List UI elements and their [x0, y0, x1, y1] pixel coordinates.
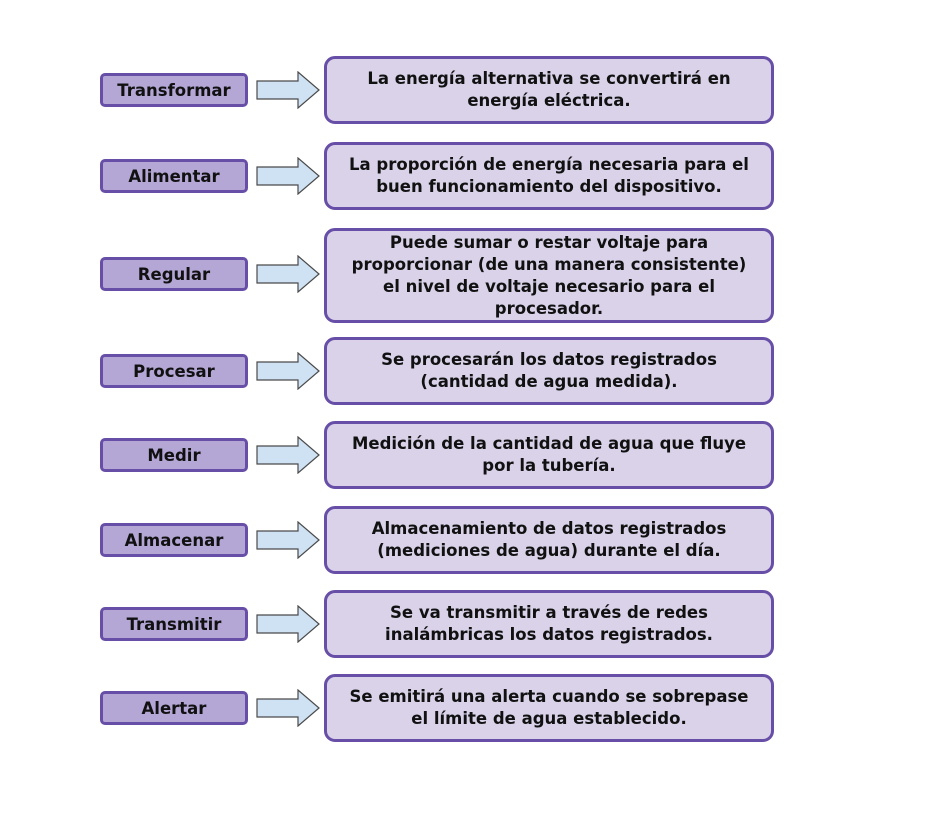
step-description-alimentar: La proporción de energía necesaria para el buen funcionamiento del dispositivo.	[324, 142, 774, 210]
step-description-transmitir: Se va transmitir a través de redes inalámbricas los datos registrados.	[324, 590, 774, 658]
step-label-regular: Regular	[100, 257, 248, 291]
step-description-regular: Puede sumar o restar voltaje para proporcionar (de una manera consistente) el nivel de voltaje necesario para el procesador.	[324, 228, 774, 323]
arrow-right-icon	[256, 71, 320, 109]
step-label-alimentar: Alimentar	[100, 159, 248, 193]
step-label-alertar: Alertar	[100, 691, 248, 725]
step-label-medir: Medir	[100, 438, 248, 472]
step-description-transformar: La energía alternativa se convertirá en energía eléctrica.	[324, 56, 774, 124]
arrow-right-icon	[256, 689, 320, 727]
step-label-procesar: Procesar	[100, 354, 248, 388]
step-description-medir: Medición de la cantidad de agua que fluye por la tubería.	[324, 421, 774, 489]
step-label-transmitir: Transmitir	[100, 607, 248, 641]
arrow-right-icon	[256, 436, 320, 474]
arrow-right-icon	[256, 521, 320, 559]
step-description-almacenar: Almacenamiento de datos registrados (mediciones de agua) durante el día.	[324, 506, 774, 574]
step-description-procesar: Se procesarán los datos registrados (cantidad de agua medida).	[324, 337, 774, 405]
arrow-right-icon	[256, 255, 320, 293]
step-description-alertar: Se emitirá una alerta cuando se sobrepase el límite de agua establecido.	[324, 674, 774, 742]
step-label-almacenar: Almacenar	[100, 523, 248, 557]
step-label-transformar: Transformar	[100, 73, 248, 107]
arrow-right-icon	[256, 157, 320, 195]
arrow-right-icon	[256, 605, 320, 643]
arrow-right-icon	[256, 352, 320, 390]
